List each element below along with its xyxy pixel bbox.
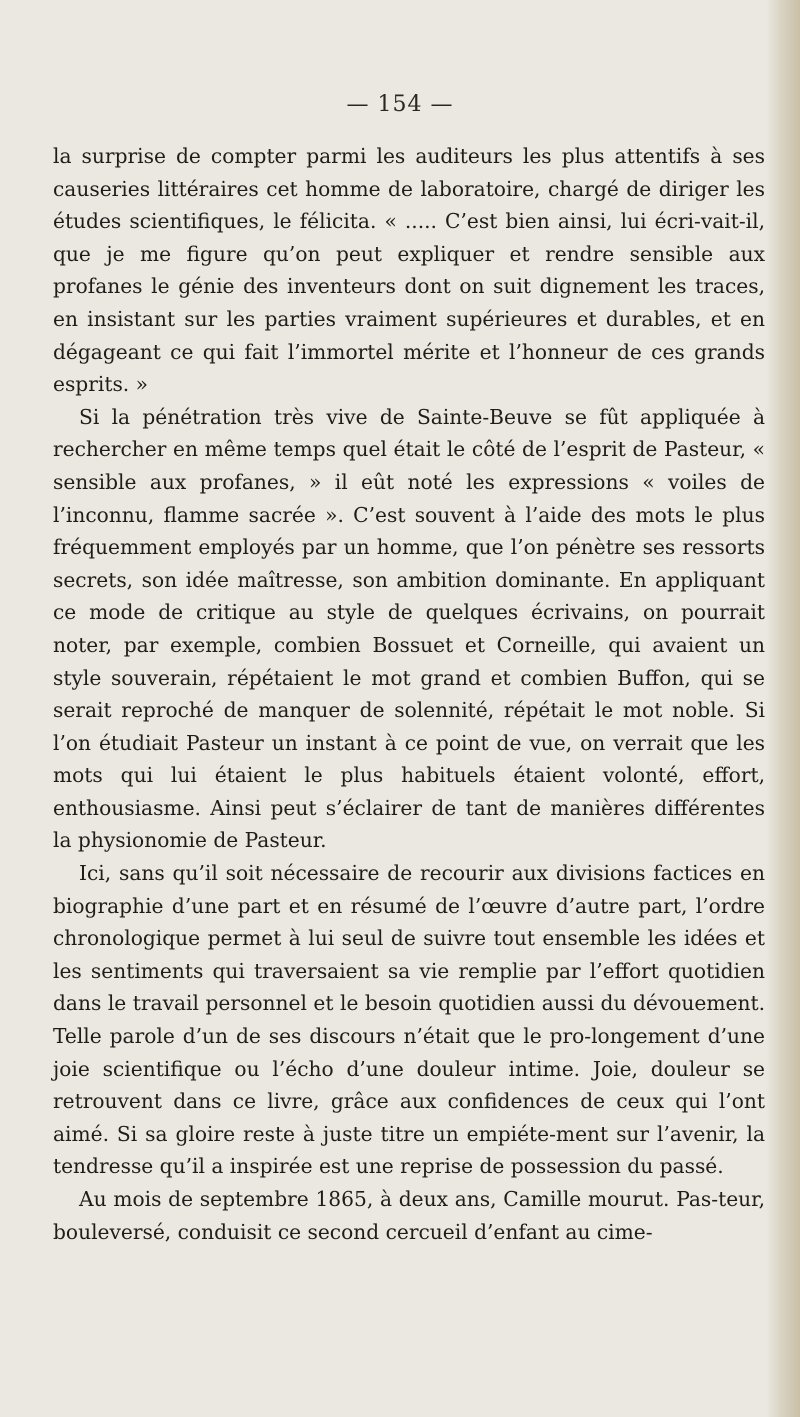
page-edge-shadow — [766, 0, 800, 1417]
body-text — [53, 140, 765, 1248]
paragraph-1: la surprise de compter parmi les auditeurs les plus attentifs à ses causeries littéraires cet homme de laboratoire, chargé de diriger les études scientifiques, le félicita. « ..... C’est bien ainsi, lui écri-vait-il, que je me figure qu’on peut expliquer et rendre sensible aux profanes le génie des inventeurs dont on suit dignement les traces, en insistant sur les parties vraiment supérieures et durables, et en dégageant ce qui fait l’immortel mérite et l’honneur de ces grands esprits. » — [53, 144, 765, 397]
paragraph-3: Ici, sans qu’il soit nécessaire de recourir aux divisions factices en biographie d’une part et en résumé de l’œuvre d’autre part, l’ordre chronologique permet à lui seul de suivre tout ensemble les idées et les sentiments qui traversaient sa vie remplie par l’effort quotidien dans le travail personnel et le besoin quotidien aussi du dévouement. Telle parole d’un de ses discours n’était que le pro-longement d’une joie scientifique ou l’écho d’une douleur intime. Joie, douleur se retrouvent dans ce livre, grâce aux confidences de ceux qui l’ont aimé. Si sa gloire reste à juste titre un empiéte-ment sur l’avenir, la tendresse qu’il a inspirée est une reprise de possession du passé. — [53, 861, 765, 1179]
paragraph-4: Au mois de septembre 1865, à deux ans, Camille mourut. Pas-teur, bouleversé, conduisit ce second cercueil d’enfant au cime- — [53, 1187, 765, 1244]
page-number: — 154 — — [346, 92, 454, 117]
paragraph-2: Si la pénétration très vive de Sainte-Beuve se fût appliquée à rechercher en même temps quel était le côté de l’esprit de Pasteur, « sensible aux profanes, » il eût noté les expressions « voiles de l’inconnu, flamme sacrée ». C’est souvent à l’aide des mots le plus fréquemment employés par un homme, que l’on pénètre ses ressorts secrets, son idée maîtresse, son ambition dominante. En appliquant ce mode de critique au style de quelques écrivains, on pourrait noter, par exemple, combien Bossuet et Corneille, qui avaient un style souverain, répétaient le mot grand et combien Buffon, qui se serait reproché de manquer de solennité, répétait le mot noble. Si l’on étudiait Pasteur un instant à ce point de vue, on verrait que les mots qui lui étaient le plus habituels étaient volonté, effort, enthousiasme. Ainsi peut s’éclairer de tant de manières différentes la physionomie de Pasteur. — [53, 404, 765, 853]
